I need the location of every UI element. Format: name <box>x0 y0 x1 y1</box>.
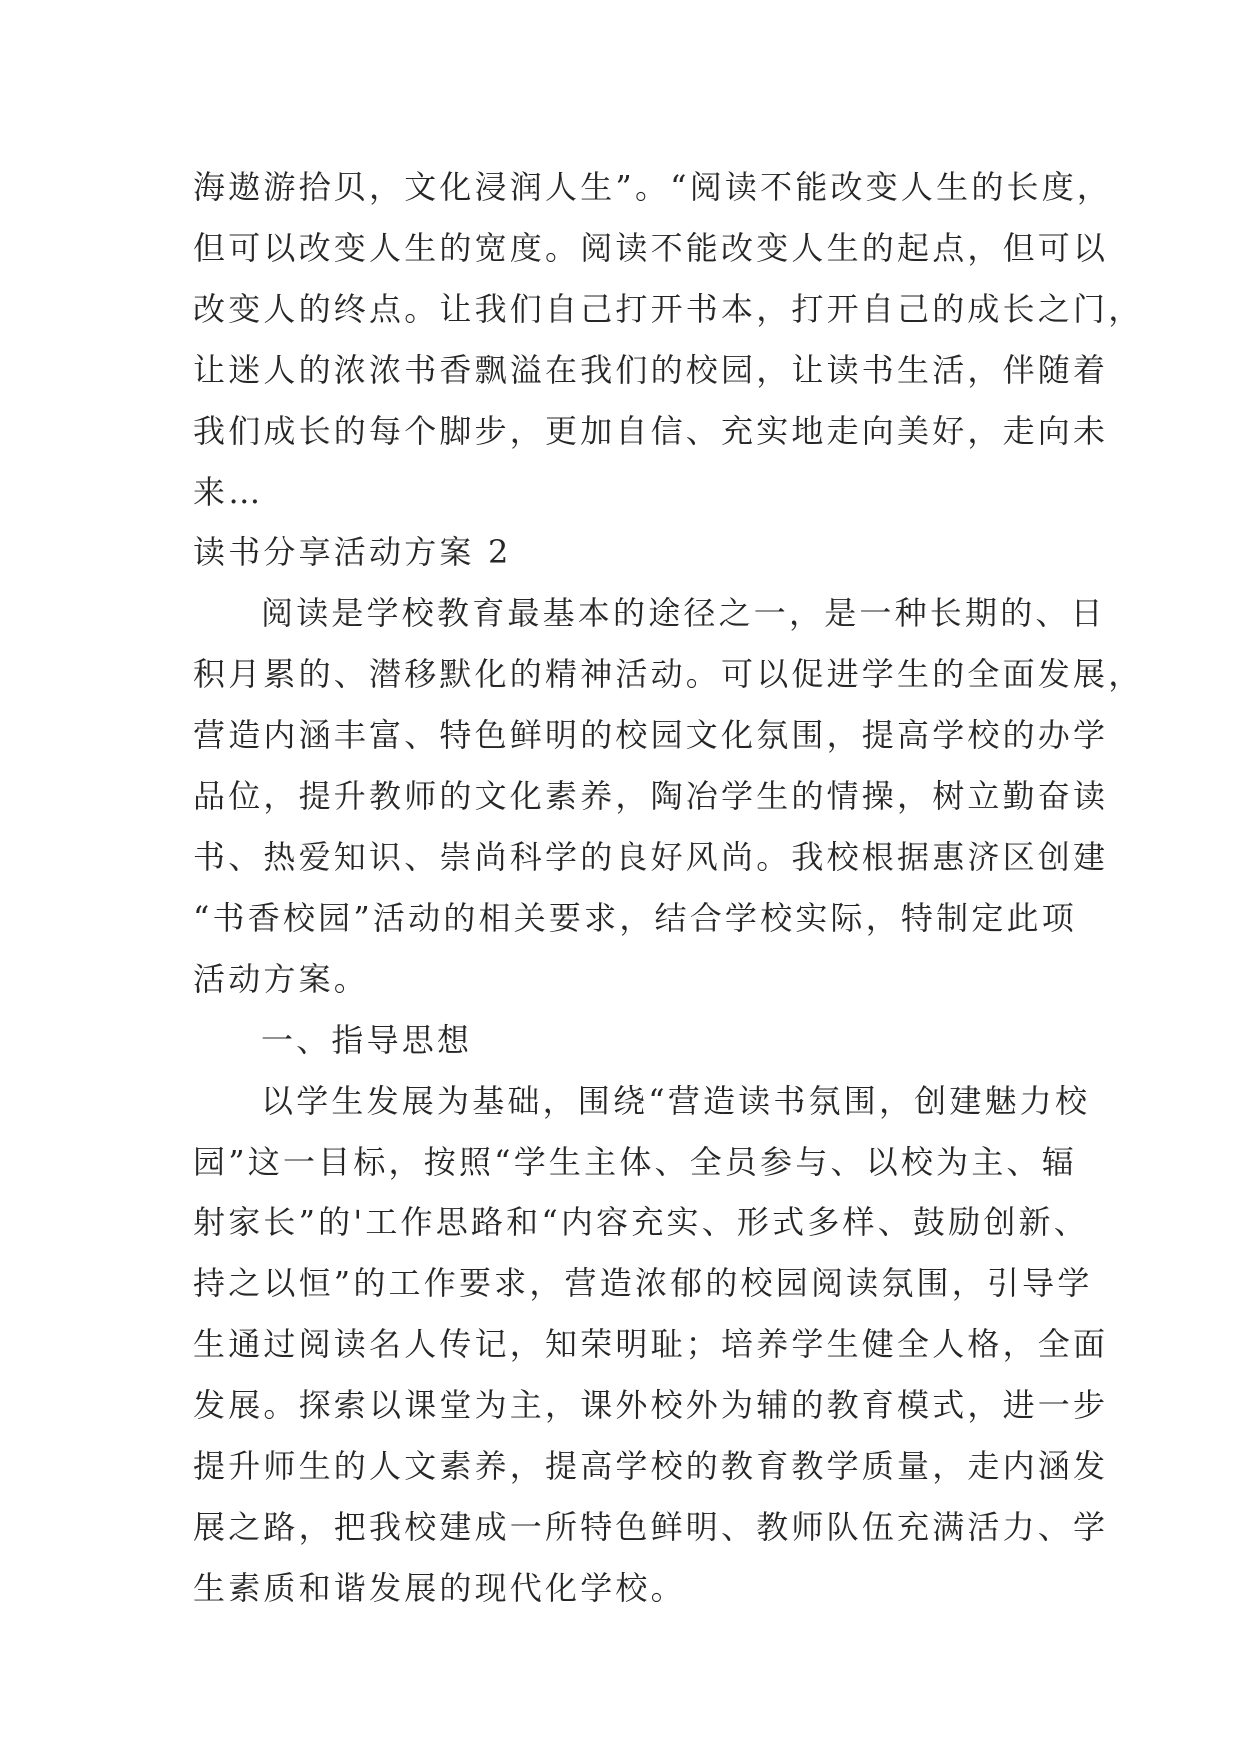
text-line: 持之以恒”的工作要求，营造浓郁的校园阅读氛围，引导学 <box>193 1264 1093 1303</box>
subsection-heading <box>193 1010 1073 1071</box>
text-line: “书香校园”活动的相关要求，结合学校实际，特制定此项 <box>193 898 1077 937</box>
continued-paragraph <box>193 157 1144 522</box>
subsection-heading-text: 一、指导思想 <box>261 1020 473 1059</box>
text-line: 阅读是学校教育最基本的途径之一，是一种长期的、日 <box>261 594 1106 633</box>
text-line: 海遨游拾贝，文化浸润人生”。“阅读不能改变人生的长度， <box>193 168 1113 206</box>
text-line: 来… <box>193 472 264 511</box>
text-line: 但可以改变人生的宽度。阅读不能改变人生的起点，但可以 <box>193 228 1109 267</box>
intro-paragraph <box>193 583 1144 1009</box>
section-title <box>193 522 1073 583</box>
text-line: 展之路，把我校建成一所特色鲜明、教师队伍充满活力、学 <box>193 1507 1109 1546</box>
text-line: 活动方案。 <box>193 959 370 998</box>
text-line: 书、热爱知识、崇尚科学的良好风尚。我校根据惠济区创建 <box>193 837 1109 876</box>
text-line: 积月累的、潜移默化的精神活动。可以促进学生的全面发展， <box>193 655 1144 694</box>
section-title-text: 读书分享活动方案 2 <box>193 533 512 572</box>
text-line: 射家长”的'工作思路和“内容充实、形式多样、鼓励创新、 <box>193 1203 1089 1242</box>
text-line: 我们成长的每个脚步，更加自信、充实地走向美好，走向未 <box>193 411 1109 450</box>
document-body <box>193 157 1144 1619</box>
text-line: 以学生发展为基础，围绕“营造读书氛围，创建魅力校 <box>261 1081 1091 1120</box>
text-line: 发展。探索以课堂为主，课外校外为辅的教育模式，进一步 <box>193 1386 1109 1425</box>
guiding-ideology-paragraph <box>193 1071 1109 1619</box>
text-line: 营造内涵丰富、特色鲜明的校园文化氛围，提高学校的办学 <box>193 716 1109 755</box>
text-line: 生素质和谐发展的现代化学校。 <box>193 1568 686 1607</box>
text-line: 提升师生的人文素养，提高学校的教育教学质量，走内涵发 <box>193 1447 1109 1486</box>
text-line: 生通过阅读名人传记，知荣明耻；培养学生健全人格，全面 <box>193 1325 1109 1364</box>
text-line: 品位，提升教师的文化素养，陶冶学生的情操，树立勤奋读 <box>193 777 1109 816</box>
text-line: 改变人的终点。让我们自己打开书本，打开自己的成长之门， <box>193 289 1144 328</box>
text-line: 园”这一目标，按照“学生主体、全员参与、以校为主、辐 <box>193 1142 1077 1181</box>
text-line: 让迷人的浓浓书香飘溢在我们的校园，让读书生活，伴随着 <box>193 350 1109 389</box>
